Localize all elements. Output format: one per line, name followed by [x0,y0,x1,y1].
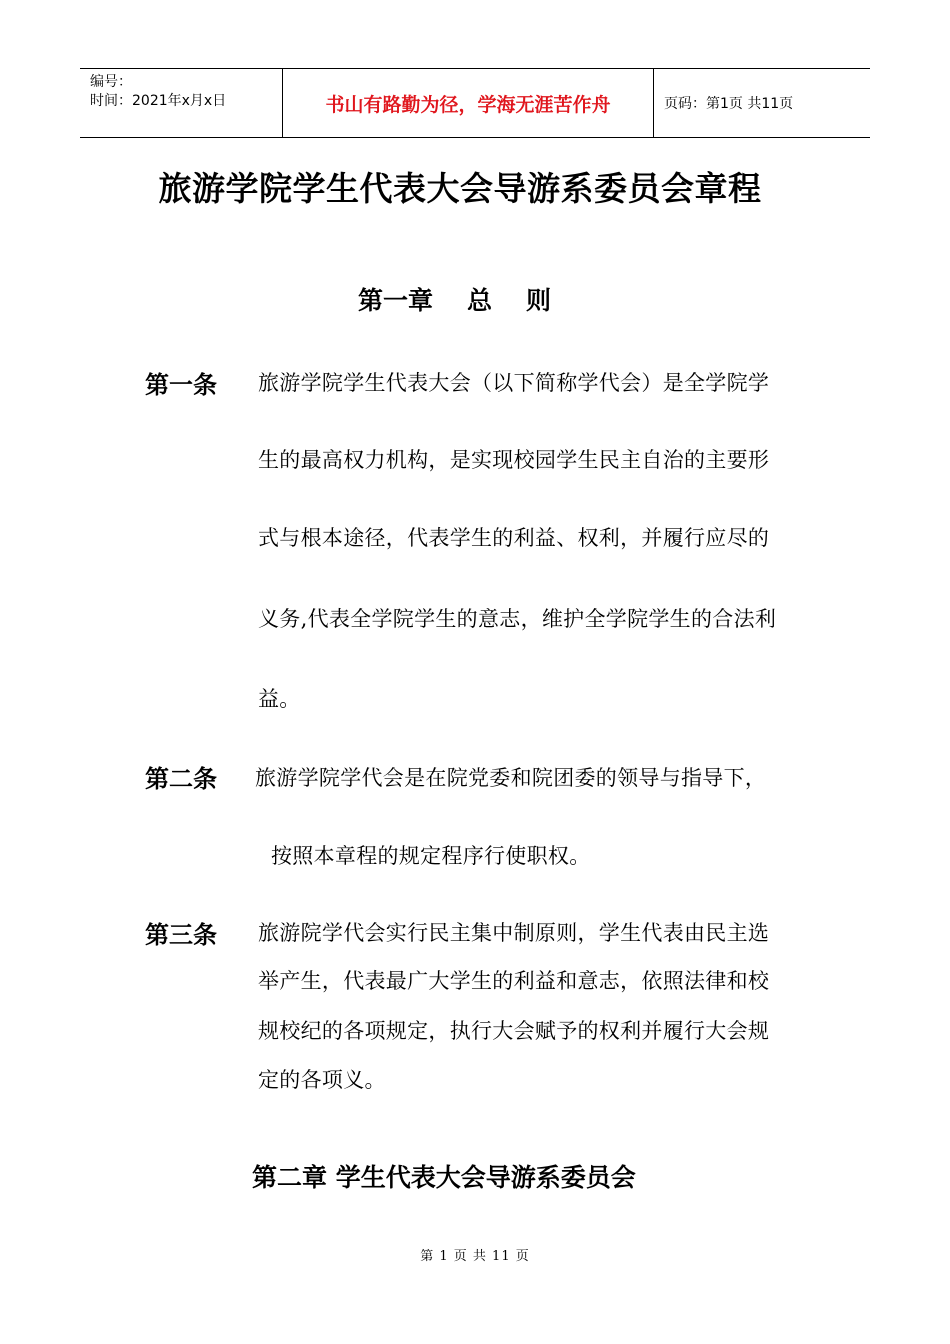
chapter-1-title-part1: 总 [467,286,493,315]
header-motto-cell [282,69,654,137]
article-3-line: 旅游院学代会实行民主集中制原则，学生代表由民主选 [258,921,770,945]
time-label: 时间：2021年x月x日 [90,93,227,109]
article-1-line: 式与根本途径，代表学生的利益、权利，并履行应尽的 [258,526,770,550]
document-header-table [80,68,870,138]
article-1-label: 第一条 [145,370,217,399]
chapter-2-heading: 第二章 学生代表大会导游系委员会 [252,1163,636,1192]
article-2-line: 旅游学院学代会是在院党委和院团委的领导与指导下， [255,766,767,790]
chapter-1-title-part2: 则 [526,286,552,315]
article-1-line: 益。 [258,687,301,711]
chapter-1-heading [358,281,551,317]
doc-number-label: 编号： [90,74,132,90]
chapter-1-number: 第一章 [358,286,434,315]
motto-text: 书山有路勤为径，学海无涯苦作舟 [325,93,611,116]
article-3-line: 规校纪的各项规定，执行大会赋予的权利并履行大会规 [258,1019,770,1043]
article-1-line: 旅游学院学生代表大会（以下简称学代会）是全学院学 [258,371,770,395]
article-2-line: 按照本章程的规定程序行使职权。 [271,844,591,868]
document-title: 旅游学院学生代表大会导游系委员会章程 [158,169,762,208]
page-code: 页码：第1页 共11页 [664,96,794,112]
article-3-label: 第三条 [145,920,217,949]
page-footer: 第 1 页 共 11 页 [420,1249,530,1264]
header-meta-cell [80,69,282,137]
header-page-cell [654,69,870,137]
article-3-line: 定的各项义。 [258,1068,386,1092]
article-3-line: 举产生，代表最广大学生的利益和意志，依照法律和校 [258,969,770,993]
article-1-line: 义务,代表全学院学生的意志，维护全学院学生的合法利 [258,607,777,631]
article-1-line: 生的最高权力机构，是实现校园学生民主自治的主要形 [258,448,770,472]
article-2-label: 第二条 [145,764,217,793]
